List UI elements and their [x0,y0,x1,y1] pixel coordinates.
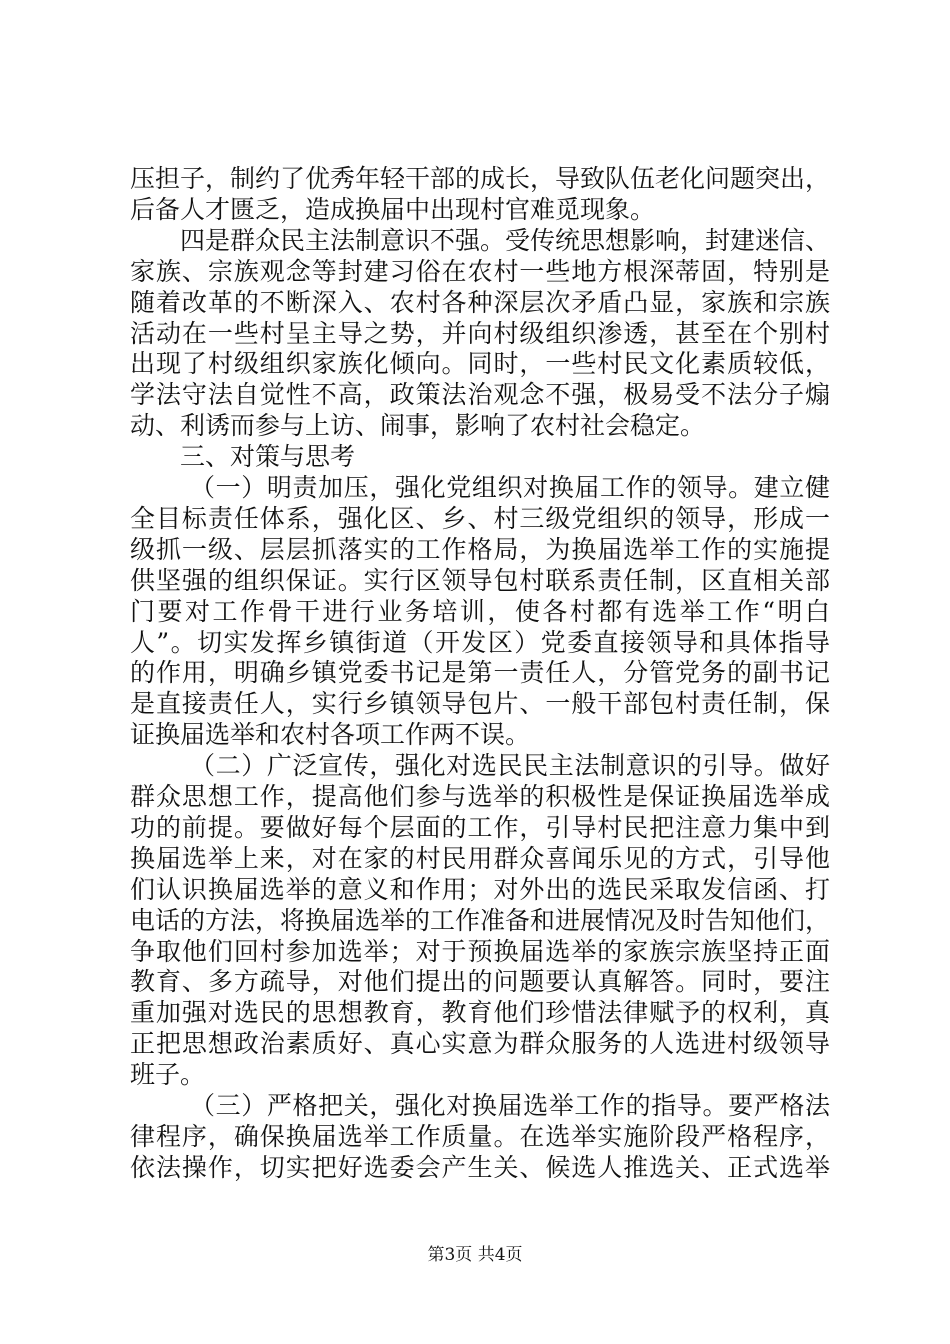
text-line: （二）广泛宣传，强化对选民民主法制意识的引导。做好 [190,751,830,780]
text-line: 电话的方法，将换届选举的工作准备和进展情况及时告知他们， [130,906,831,935]
text-line: 活动在一些村呈主导之势，并向村级组织渗透，甚至在个别村 [130,319,830,348]
text-line: 供坚强的组织保证。实行区领导包村联系责任制，区直相关部 [130,566,830,595]
text-line: 动、利诱而参与上访、闹事，影响了农村社会稳定。 [130,411,706,440]
text-line: 压担子，制约了优秀年轻干部的成长，导致队伍老化问题突出， [130,164,831,193]
text-line: 功的前提。要做好每个层面的工作，引导村民把注意力集中到 [130,813,830,842]
text-line: 级抓一级、层层抓落实的工作格局，为换届选举工作的实施提 [130,535,830,564]
text-line: 正把思想政治素质好、真心实意为群众服务的人选进村级领导 [130,1029,830,1058]
section-heading: 三、对策与思考 [180,442,356,471]
text-line: 班子。 [130,1060,206,1089]
text-line: 随着改革的不断深入、农村各种深层次矛盾凸显，家族和宗族 [130,288,830,317]
text-line: 门要对工作骨干进行业务培训，使各村都有选举工作“明白 [130,597,830,626]
text-line: 四是群众民主法制意识不强。受传统思想影响，封建迷信、 [180,226,831,255]
page-footer: 第3页 共4页 [427,1245,523,1265]
text-line: 律程序，确保换届选举工作质量。在选举实施阶段严格程序， [130,1122,830,1151]
text-line: 全目标责任体系，强化区、乡、村三级党组织的领导，形成一 [130,504,830,533]
text-line: 后备人才匮乏，造成换届中出现村官难觅现象。 [130,195,656,224]
text-line: 家族、宗族观念等封建习俗在农村一些地方根深蒂固，特别是 [130,257,830,286]
text-line: 争取他们回村参加选举；对于预换届选举的家族宗族坚持正面 [130,937,830,966]
text-line: 证换届选举和农村各项工作两不误。 [130,720,531,749]
text-line: （三）严格把关，强化对换届选举工作的指导。要严格法 [190,1091,830,1120]
text-line: 出现了村级组织家族化倾向。同时，一些村民文化素质较低， [130,349,830,378]
text-line: 重加强对选民的思想教育，教育他们珍惜法律赋予的权利，真 [130,998,830,1027]
text-line: 换届选举上来，对在家的村民用群众喜闻乐见的方式，引导他 [130,844,830,873]
text-line: （一）明责加压，强化党组织对换届工作的领导。建立健 [190,473,830,502]
text-line: 是直接责任人，实行乡镇领导包片、一般干部包村责任制，保 [130,689,830,718]
text-line: 群众思想工作，提高他们参与选举的积极性是保证换届选举成 [130,782,830,811]
text-line: 人”。切实发挥乡镇街道（开发区）党委直接领导和具体指导 [130,628,830,657]
text-line: 们认识换届选举的意义和作用；对外出的选民采取发信函、打 [130,875,830,904]
text-line: 依法操作，切实把好选委会产生关、候选人推选关、正式选举 [130,1153,830,1182]
text-line: 教育、多方疏导，对他们提出的问题要认真解答。同时，要注 [130,967,830,996]
text-line: 学法守法自觉性不高，政策法治观念不强，极易受不法分子煽 [130,380,830,409]
text-line: 的作用，明确乡镇党委书记是第一责任人，分管党务的副书记 [130,658,830,687]
